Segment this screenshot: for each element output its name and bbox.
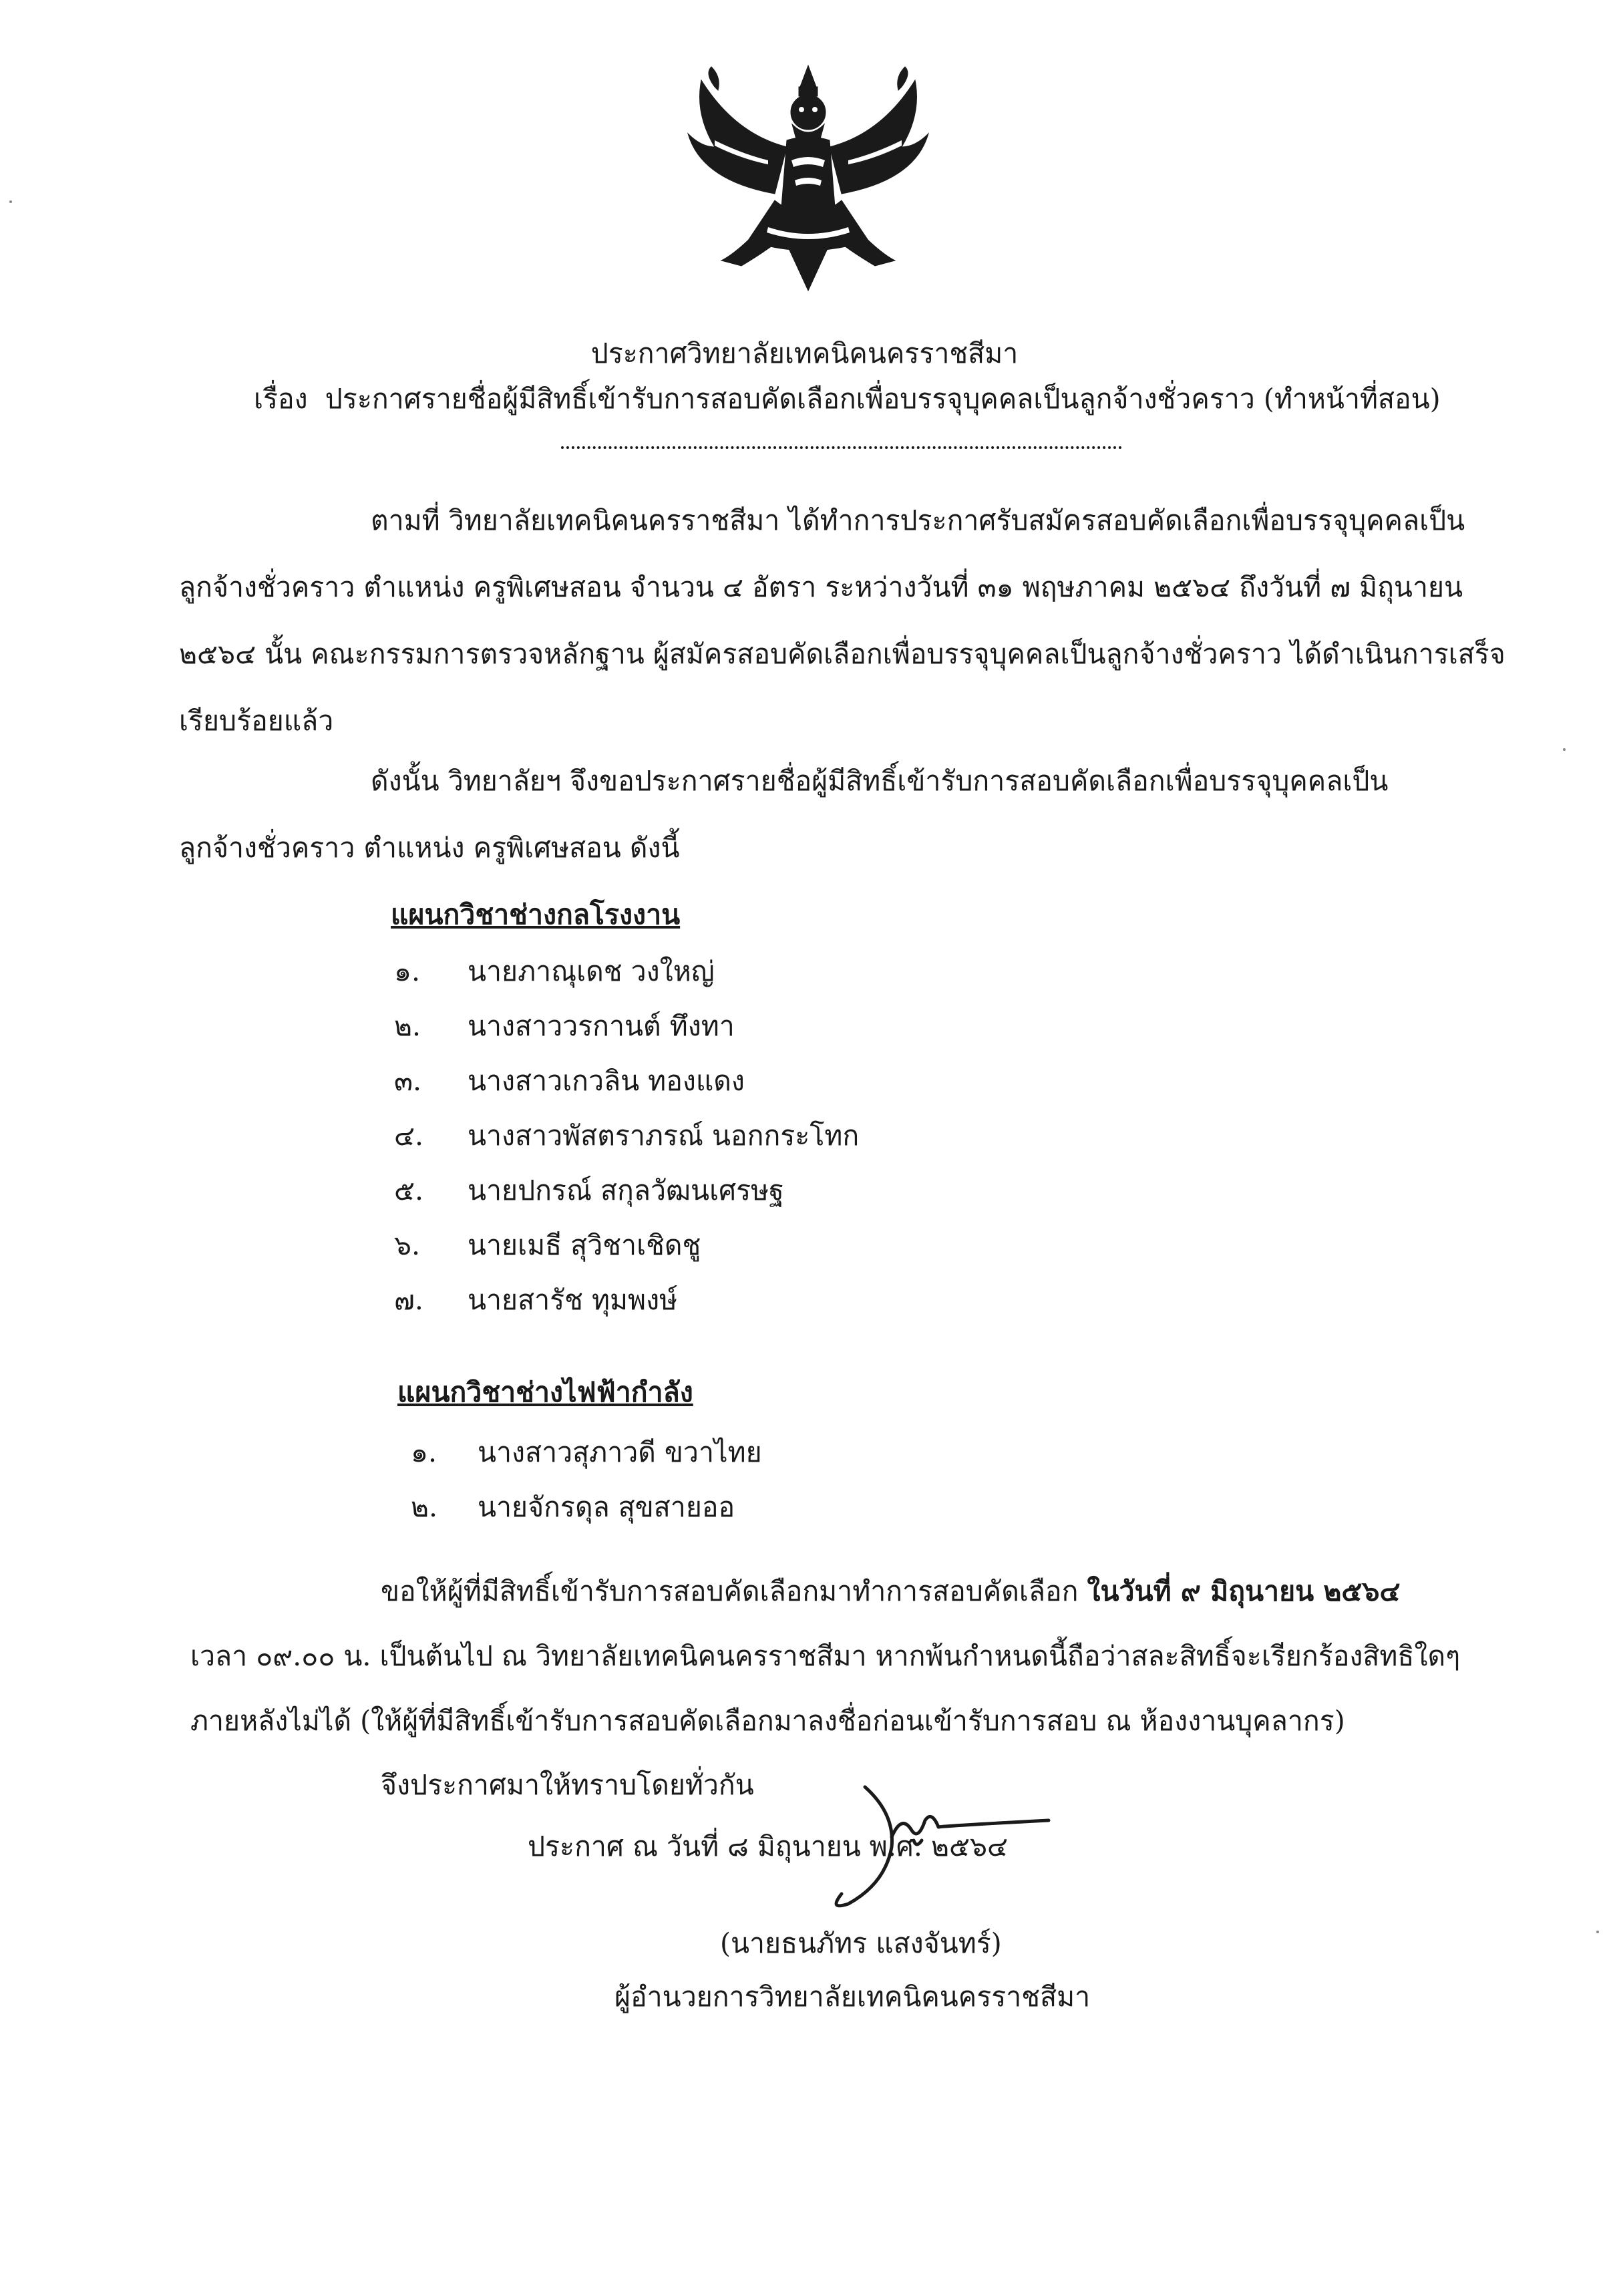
- list-item: [394, 1120, 860, 1152]
- subject-label: เรื่อง: [254, 383, 308, 415]
- list-item: [411, 1436, 762, 1469]
- list-item: [394, 1174, 784, 1207]
- list-item: [411, 1491, 735, 1524]
- closing-announce: จึงประกาศมาให้ทราบโดยทั่วกัน: [381, 1769, 754, 1801]
- list-number: ๑.: [394, 955, 421, 987]
- exam-line3: ภายหลังไม่ได้ (ให้ผู้ที่มีสิทธิ์เข้ารับการสอบคัดเลือกมาลงชื่อก่อนเข้ารับการสอบ ณ ห้องงานบุคลากร): [190, 1705, 1345, 1737]
- para2-line1: ดังนั้น วิทยาลัยฯ จึงขอประกาศรายชื่อผู้มีสิทธิ์เข้ารับการสอบคัดเลือกเพื่อบรรจุบุคคลเป็น: [371, 765, 1389, 797]
- list-item: [394, 955, 715, 988]
- exam-line1-prefix: ขอให้ผู้ที่มีสิทธิ์เข้ารับการสอบคัดเลือกมาทำการสอบคัดเลือก: [381, 1575, 1079, 1607]
- scan-speck: [1596, 1931, 1599, 1933]
- para1-line4: เรียบร้อยแล้ว: [179, 705, 334, 737]
- list-number: ๓.: [394, 1065, 422, 1097]
- document-title: ประกาศวิทยาลัยเทคนิคนครราชสีมา: [590, 337, 1019, 369]
- announcement-date: ประกาศ ณ วันที่ ๘ มิถุนายน พ.ศ. ๒๕๖๔: [528, 1830, 1009, 1862]
- list-number: ๒.: [411, 1491, 438, 1523]
- member-name: นายจักรดุล สุขสายออ: [478, 1491, 735, 1523]
- list-number: ๒.: [394, 1010, 421, 1042]
- exam-line1: [381, 1575, 1401, 1608]
- para1-line2: ลูกจ้างชั่วคราว ตำแหน่ง ครูพิเศษสอน จำนวน ๔ อัตรา ระหว่างวันที่ ๓๑ พฤษภาคม ๒๕๖๔ ถึงวันที่ ๗ มิถุนายน: [179, 571, 1463, 603]
- list-number: ๕.: [394, 1174, 424, 1206]
- list-number: ๗.: [394, 1284, 423, 1316]
- member-name: นางสาวพัสตราภรณ์ นอกกระโทก: [468, 1120, 860, 1152]
- list-number: ๑.: [411, 1436, 437, 1468]
- department-heading-machine-shop: แผนกวิชาช่างกลโรงงาน: [391, 898, 681, 931]
- signatory-name: (นายธนภัทร แสงจันทร์): [720, 1927, 1002, 1959]
- signatory-position: ผู้อำนวยการวิทยาลัยเทคนิคนครราชสีมา: [614, 1981, 1091, 2013]
- scan-speck: [1563, 748, 1566, 751]
- list-item: [394, 1284, 678, 1317]
- exam-line2: เวลา ๐๙.๐๐ น. เป็นต้นไป ณ วิทยาลัยเทคนิคนครราชสีมา หากพ้นกำหนดนี้ถือว่าสละสิทธิ์จะเรียกร้องสิทธิใดๆ: [190, 1640, 1461, 1672]
- scan-speck: [9, 200, 12, 203]
- document-subject: [254, 383, 1441, 416]
- department-heading-electrical-power: แผนกวิชาช่างไฟฟ้ากำลัง: [397, 1376, 693, 1408]
- member-name: นางสาวเกวลิน ทองแดง: [468, 1065, 745, 1097]
- signature-icon: [801, 1774, 1055, 1914]
- para1-line3: ๒๕๖๔ นั้น คณะกรรมการตรวจหลักฐาน ผู้สมัครสอบคัดเลือกเพื่อบรรจุบุคคลเป็นลูกจ้างชั่วคราว ได้ดำเนินการเสร็จ: [179, 638, 1505, 670]
- list-number: ๖.: [394, 1229, 421, 1261]
- para1-line1: ตามที่ วิทยาลัยเทคนิคนครราชสีมา ได้ทำการประกาศรับสมัครสอบคัดเลือกเพื่อบรรจุบุคคลเป็น: [371, 504, 1465, 536]
- list-item: [394, 1065, 745, 1098]
- subject-text: ประกาศรายชื่อผู้มีสิทธิ์เข้ารับการสอบคัดเลือกเพื่อบรรจุบุคคลเป็นลูกจ้างชั่วคราว (ทำหน้าที่สอน): [325, 383, 1441, 415]
- member-name: นายปกรณ์ สกุลวัฒนเศรษฐ: [468, 1174, 784, 1206]
- list-item: [394, 1229, 701, 1262]
- para2-line2: ลูกจ้างชั่วคราว ตำแหน่ง ครูพิเศษสอน ดังนี้: [179, 832, 680, 864]
- member-name: นายภาณุเดช วงใหญ่: [468, 955, 715, 987]
- exam-date: ในวันที่ ๙ มิถุนายน ๒๕๖๔: [1087, 1575, 1401, 1607]
- list-number: ๔.: [394, 1120, 424, 1152]
- garuda-emblem-icon: [675, 60, 942, 294]
- member-name: นายสารัช ทุมพงษ์: [468, 1284, 678, 1316]
- member-name: นางสาววรกานต์ ทึงทา: [468, 1010, 735, 1042]
- title-divider: [561, 446, 1122, 449]
- member-name: นายเมธี สุวิชาเชิดชู: [468, 1229, 701, 1261]
- list-item: [394, 1010, 735, 1043]
- member-name: นางสาวสุภาวดี ขวาไทย: [478, 1436, 762, 1468]
